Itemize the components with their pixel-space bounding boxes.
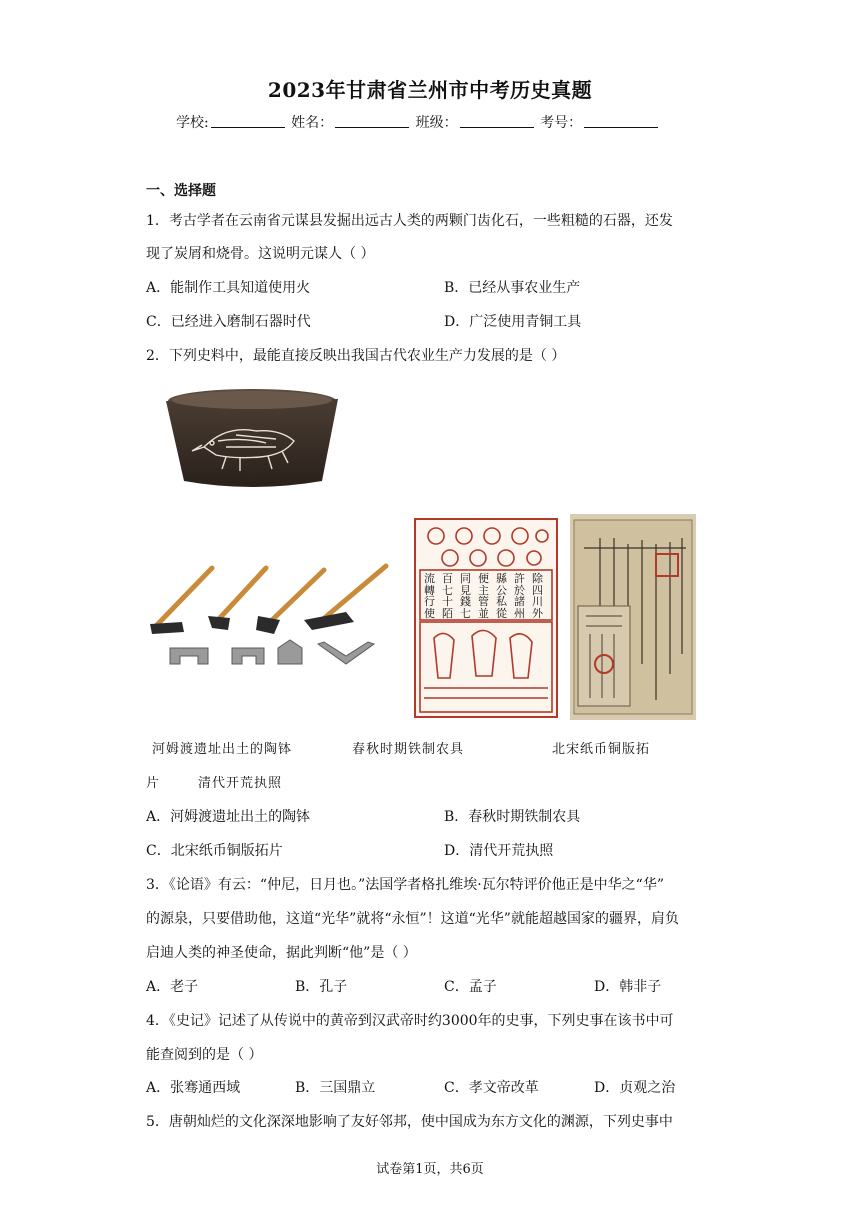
q4-option-a: A．张骞通西域 [146,1080,241,1096]
banknote-char: 並 [478,606,489,620]
q2-option-b: B．春秋时期铁制农具 [444,809,581,825]
class-label: 班级： [415,115,458,131]
banknote-char: 縣 [496,572,507,585]
q1-option-a: A．能制作工具知道使用火 [146,280,311,296]
banknote-char: 便 [478,572,489,585]
banknote-char: 川 [532,595,543,608]
q4-option-d: D．贞观之治 [594,1080,676,1096]
iron-tools-image [146,560,410,672]
exam-number-label: 考号： [540,115,583,131]
q3-option-c: C．孟子 [444,979,497,995]
question-1-line-1: 1．考古学者在云南省元谋县发掘出远古人类的两颗门齿化石，一些粗糙的石器，还发 [146,213,673,229]
banknote-char: 流 [424,572,435,585]
question-3-line-3: 启迪人类的神圣使命，据此判断“他”是（ ） [146,945,417,961]
banknote-char: 於 [514,583,525,597]
question-3-line-2: 的源泉，只要借助他，这道“光华”就将“永恒”！这道“光华”就能超越国家的疆界，肩负 [146,911,679,927]
banknote-char: 諸 [514,595,525,608]
land-deed-image [570,514,696,720]
q3-option-a: A．老子 [146,979,199,995]
name-blank [335,115,409,128]
banknote-char: 百 [442,572,453,585]
banknote-char: 主 [478,583,489,597]
question-4-line-1: 4．《史记》记述了从传说中的黄帝到汉武帝时约3000年的史事，下列史事在该书中可 [146,1013,674,1029]
question-2-line-1: 2．下列史料中，最能直接反映出我国古代农业生产力发展的是（ ） [146,348,566,364]
q1-option-d: D．广泛使用青铜工具 [444,314,582,330]
class-blank [460,115,534,128]
banknote-char: 陌 [442,606,453,620]
banknote-char: 從 [496,606,507,620]
question-4-line-2: 能查阅到的是（ ） [146,1047,263,1063]
q4-option-c: C．孝文帝改革 [444,1080,539,1096]
banknote-char: 十 [442,595,453,608]
banknote-char: 四 [532,583,543,597]
banknote-char: 錢 [460,595,471,608]
q2-option-a: A．河姆渡遗址出土的陶钵 [146,809,311,825]
banknote-char: 使 [424,606,435,620]
pottery-bowl-image [156,385,340,497]
exam-number-blank [584,115,658,128]
caption-banknote: 北宋纸币铜版拓 [552,742,651,757]
caption-iron-tools: 春秋时期铁制农具 [352,742,465,757]
q4-option-b: B．三国鼎立 [295,1080,376,1096]
q2-option-c: C．北宋纸币铜版拓片 [146,843,283,859]
banknote-char: 私 [496,595,507,608]
caption-pottery: 河姆渡遗址出土的陶钵 [152,742,293,757]
banknote-char: 州 [514,606,525,620]
banknote-char: 許 [514,572,525,585]
banknote-char: 見 [460,583,471,597]
banknote-char: 七 [442,583,453,597]
banknote-char: 同 [460,572,471,585]
caption-land-deed: 清代开荒执照 [198,776,283,791]
q1-option-b: B．已经从事农业生产 [444,280,581,296]
q2-option-d: D．清代开荒执照 [444,843,554,859]
banknote-char: 外 [532,606,543,620]
banknote-char: 行 [424,595,435,608]
banknote-char: 七 [460,606,471,620]
banknote-char: 公 [496,583,507,597]
school-label: 学校: [176,115,209,131]
page-title: 2023年甘肃省兰州市中考历史真题 [267,78,593,102]
question-5-line-1: 5．唐朝灿烂的文化深深地影响了友好邻邦，使中国成为东方文化的渊源，下列史事中 [146,1114,673,1130]
question-1-line-2: 现了炭屑和烧骨。这说明元谋人（ ） [146,246,375,262]
q3-option-d: D．韩非子 [594,979,662,995]
name-label: 姓名： [291,115,334,131]
q1-option-c: C．已经进入磨制石器时代 [146,314,311,330]
caption-banknote-continued: 片 [146,776,161,791]
banknote-char: 除 [532,572,543,585]
q3-option-b: B．孔子 [295,979,348,995]
question-3-line-1: 3．《论语》有云：“仲尼，日月也。”法国学者格扎维埃·瓦尔特评价他正是中华之“华” [146,877,664,893]
school-blank [211,115,285,128]
page-footer: 试卷第1页，共6页 [376,1162,484,1177]
section-title: 一、选择题 [146,183,216,199]
banknote-characters [424,573,550,619]
banknote-char: 轉 [424,583,435,597]
student-info-line [176,112,660,132]
banknote-char: 管 [478,595,489,608]
